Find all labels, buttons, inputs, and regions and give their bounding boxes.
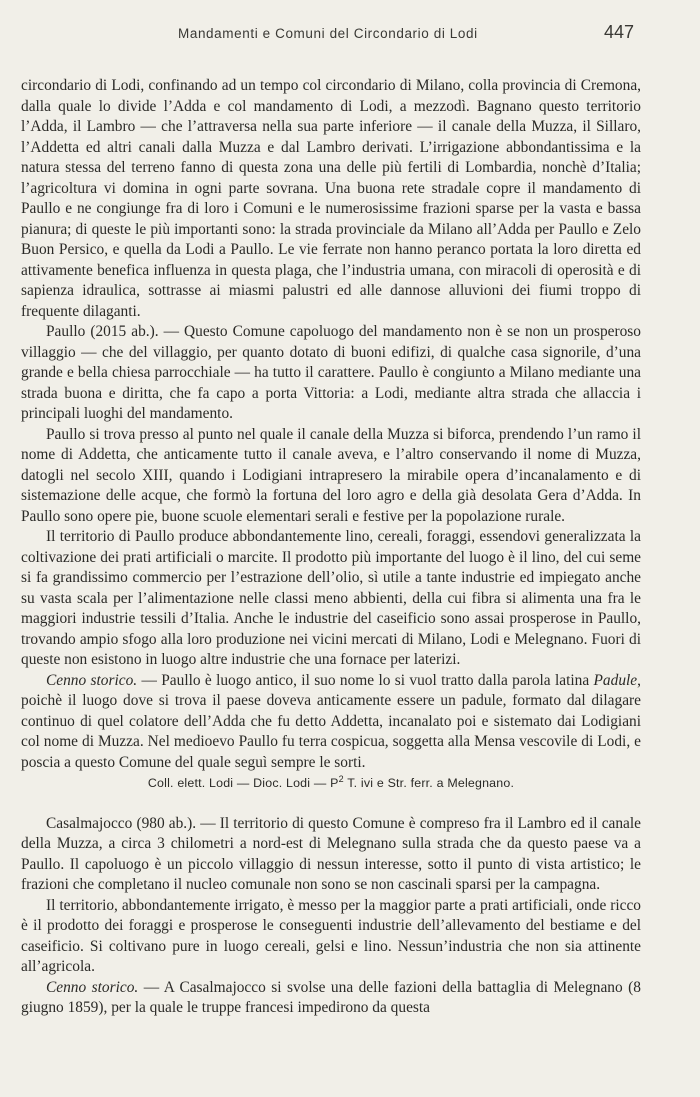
running-head: Mandamenti e Comuni del Circondario di Lodi (178, 26, 478, 41)
cenno-storico-label: Cenno storico. (46, 671, 138, 689)
paragraph-casalmajocco-entry-text: (980 ab.). — Il territorio di questo Comune è compreso fra il Lambro ed il canale della Muzza, a circa 3 chilometri a nord-est di Melegnano sulla strada che da questo paese va a Paullo. Il capoluogo è un piccolo villaggio di nessun interesse, sotto il punto di vista artistico; le frazioni che completano il nucleo comunale non sono se non cascinali sparsi per la campagna. (21, 814, 641, 893)
page-number: 447 (603, 22, 634, 42)
paragraph-paullo-intro: circondario di Lodi, confinando ad un tempo col circondario di Milano, colla provincia di Cremona, dalla quale lo divide l’Adda e col mandamento di Lodi, a mezzodì. Bagnano questo territorio l’Adda, il Lambro — che l’attraversa nella sua parte inferiore — il canale della Muzza, il Sillaro, l’Addetta ed altri canali dalla Muzza e dal Lambro derivati. L’irrigazione abbondantissima e la natura stessa del terreno fanno di questa zona una delle più fertili di Lombardia, nonchè d’Italia; l’agricoltura vi domina in ogni parte sovrana. Una buona rete stradale copre il mandamento di Paullo e ne congiunge fra di loro i Comuni e le numerosissime frazioni sparse per la vasta e bassa pianura; di queste le più importanti sono: la strada provinciale da Milano all’Adda per Paullo e Zelo Buon Persico, e quella da Lodi a Paullo. Le vie ferrate non hanno peranco portata la loro diretta ed attivamente benefica influenza in questa plaga, che l’industria umana, con miracoli di operosità e di sapienza idraulica, sottrasse ai miasmi palustri ed alle dannose alluvioni dei fiumi troppo di frequente dilaganti. (21, 77, 641, 320)
footnote-sup: 2 (338, 773, 344, 784)
storico-text-a: — Paullo è luogo antico, il suo nome lo si vuol tratto dalla parola latina (137, 671, 594, 689)
paragraph-paullo-muzza: Paullo si trova presso al punto nel quale il canale della Muzza si biforca, prendendo l’un ramo il nome di Addetta, che anticamente tutto il canale aveva, e l’altro conservando il nome di Muzza, datogli nel secolo XIII, quando i Lodigiani intrapresero la mirabile opera d’incanalamento e di sistemazione delle acque, che formò la fortuna del loro agro e della già desolata Gera d’Adda. In Paullo sono opere pie, buone scuole elementari serali e festive per la popolazione rurale. (21, 425, 641, 525)
storico-text-casalmajocco: — A Casalmajocco si svolse una delle fazioni della battaglia di Melegnano (8 giugno 1859), per la quale le truppe francesi impedirono da questa (21, 978, 641, 1016)
footnote-paullo (21, 773, 641, 794)
paragraph-casalmajocco-entry (21, 814, 641, 896)
paragraph-paullo-entry (21, 322, 641, 425)
paragraph-paullo-territorio: Il territorio di Paullo produce abbondantemente lino, cereali, foraggi, essendovi generalizzata la coltivazione dei prati artificiali o marcite. Il prodotto più importante del luogo è il lino, del cui seme si fa grandissimo commercio per l’estrazione dell’olio, sì utile a tante industrie ed impiegato anche su vasta scala per l’alimentazione nelle classi meno abbienti, della cui fibra si alimenta una fra le maggiori industrie tessili d’Italia. Anche le industrie del caseificio sono assai prosperose in Paullo, trovando ampio sfogo alla loro produzione nei vicini mercati di Milano, Lodi e Melegnano. Fuori di queste non esistono in luogo altre industrie che una fornace per laterizi. (21, 528, 641, 668)
paragraph-casalmajocco-territorio: Il territorio, abbondantemente irrigato, è messo per la maggior parte a prati artificiali, onde ricco è il prodotto dei foraggi e prosperose le conseguenti industrie dell’allevamento del bestiame e del caseificio. Si coltivano pure in luogo cereali, gelsi e lino. Nessun’industria che non sia attinente all’agricola. (21, 896, 641, 975)
entry-term-casalmajocco: Casalmajocco (46, 814, 133, 832)
paragraph-paullo-storico (21, 671, 641, 774)
padule-word: Padule (593, 671, 638, 689)
footnote-text-b: T. ivi e Str. ferr. a Melegnano. (343, 776, 515, 790)
body-text (21, 76, 641, 1019)
section-spacer (21, 794, 641, 814)
storico-text-b: , poichè il luogo dove si trova il paese doveva anticamente essere un padule, formato dal dilagare continuo di quel colatore dell’Adda che fu detto Addetta, incanalato poi e sistemato dai Lodigiani col nome di Muzza. Nel medioevo Paullo fu terra cospicua, soggetta alla Mensa vescovile di Lodi, e poscia a questo Comune del quale seguì sempre le sorti. (21, 671, 641, 771)
page-header (0, 22, 700, 46)
paragraph-paullo-entry-text: (2015 ab.). — Questo Comune capoluogo del mandamento non è se non un prosperoso villaggio — che del villaggio, per quanto dotato di buoni edifizi, di qualche casa signorile, d’una grande e bella chiesa parrocchiale — ha tutto il carattere. Paullo è congiunto a Milano mediante una strada buona e diritta, che fa capo a porta Vittoria: a Lodi, mediante altra strada che allaccia i principali luoghi del mandamento. (21, 323, 641, 422)
entry-term-paullo: Paullo (46, 323, 86, 340)
footnote-text-a: Coll. elett. Lodi — Dioc. Lodi — P (147, 776, 339, 790)
cenno-storico-label-2: Cenno storico. (46, 978, 139, 996)
paragraph-casalmajocco-storico (21, 978, 641, 1019)
